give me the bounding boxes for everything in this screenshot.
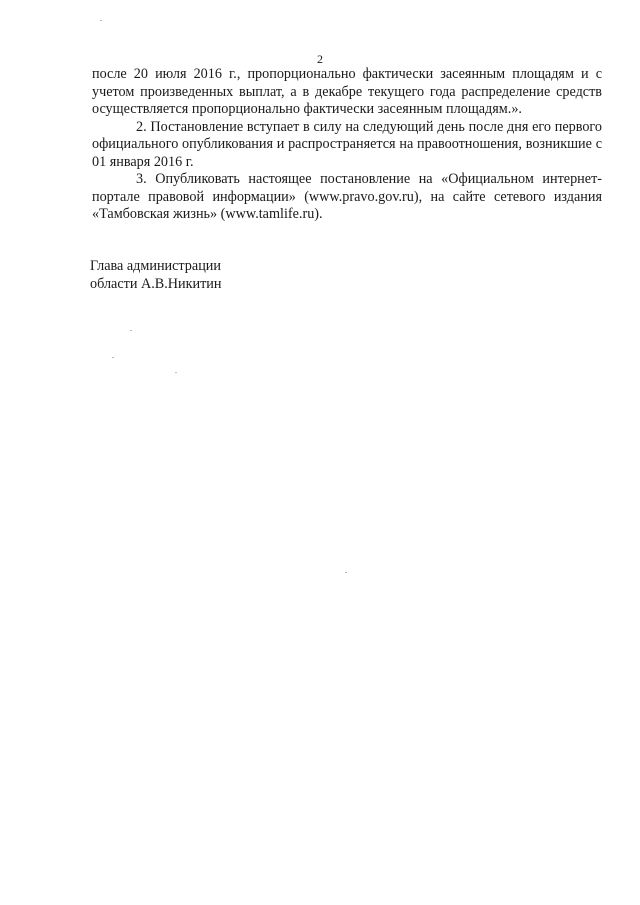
page-number: 2 (317, 52, 323, 66)
document-body (92, 66, 602, 224)
paragraph-continuation: после 20 июля 2016 г., пропорционально фактически засеянным площадям и с учетом произведенных выплат, а в декабре текущего года распределение средств осуществляется пропорционально фактически засеянным площадям.». (92, 66, 602, 117)
scan-speck (175, 372, 177, 373)
signature-name: области А.В.Никитин (90, 275, 222, 292)
paragraph-item-2: 2. Постановление вступает в силу на следующий день после дня его первого официального опубликования и распространяется на правоотношения, возникшие с 01 января 2016 г. (92, 118, 602, 170)
scan-speck (345, 572, 347, 573)
signature-title: Глава администрации (90, 258, 221, 274)
scan-speck (112, 357, 114, 358)
scan-speck (130, 330, 132, 331)
scan-speck (100, 20, 102, 21)
paragraph-item-3: 3. Опубликовать настоящее постановление на «Официальном интернет-портале правовой информации» (www.pravo.gov.ru), на сайте сетевого издания «Тамбовская жизнь» (www.tamlife.ru). (92, 171, 602, 222)
signature-block (90, 258, 390, 293)
